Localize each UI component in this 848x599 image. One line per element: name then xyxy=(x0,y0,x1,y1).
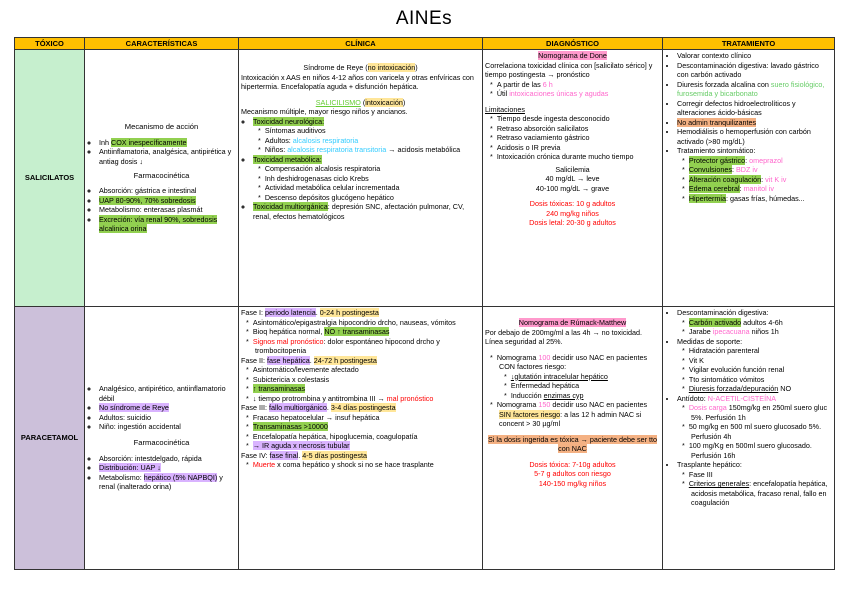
list-item: • Descontaminación digestiva: lavado gástrico con carbón activado xyxy=(677,61,832,80)
list-item: • Medidas de soporte: * Hidratación parenteral * Vit K * Vigilar evolución función renal * Tto sintomático vómitos * Diuresis forzada/depuración NO xyxy=(677,337,832,394)
list-item: • No admin tranquilizantes xyxy=(677,118,832,128)
toxicidad-list xyxy=(241,117,480,222)
list-item: * Retraso vaciamiento gástrico xyxy=(499,133,660,143)
header-toxico: TÓXICO xyxy=(15,38,85,50)
done-heading: Nomograma de Done xyxy=(538,51,607,60)
rumack-text: Por debajo de 200mg/ml a las 4h → no toxicidad. Línea seguridad al 25%. xyxy=(485,327,643,346)
list-item: * Transaminasas >10000 xyxy=(255,422,480,432)
aines-table xyxy=(14,37,835,570)
list-item: * Criterios generales: encefalopatía hepática, acidosis metabólica, fracaso renal, fallo en coagulación xyxy=(691,479,832,508)
fase-ii-list xyxy=(241,365,480,403)
list-item: ◦ Absorción: intestdelgado, rápida xyxy=(99,454,236,464)
list-item: * Adultos: alcalosis respiratoria xyxy=(267,136,480,146)
dosis-toxica-riesgo: 5-7 g adultos con riesgo xyxy=(534,469,611,478)
farmacocinetica-list xyxy=(87,186,236,234)
row-paracetamol xyxy=(15,307,835,570)
list-item: * Hidratación parenteral xyxy=(691,346,832,356)
list-item: * Jarabe ipecacuana niños 1h xyxy=(691,327,832,337)
caracteristicas-list xyxy=(87,384,236,432)
list-item: • Trasplante hepático: * Fase III * Criterios generales: encefalopatía hepática, acidosis metabólica, fracaso renal, fallo en coagulación xyxy=(677,460,832,508)
list-item: * Fase III xyxy=(691,470,832,480)
dosis-toxica-adultos: Dosis tóxicas: 10 g adultos xyxy=(529,199,616,208)
list-item: * Dosis carga 150mg/kg en 250ml suero gluc 5%. Perfusión 1h xyxy=(691,403,832,422)
reye-text: Intoxicación x AAS en niños 4-12 años con varicela y otras enfvíricas con hipertermia. Encefalopatía aguda + disfunción hepática. xyxy=(241,72,474,91)
dosis-letal: Dosis letal: 20-30 g adultos xyxy=(529,218,616,227)
list-item: * Compensación alcalosis respiratoria xyxy=(267,164,480,174)
list-item: * Carbón activado adultos 4-6h xyxy=(691,318,832,328)
rumack-heading: Nomograma de Rúmack-Matthew xyxy=(518,318,627,327)
list-item: * → IR aguda x necrosis tubular xyxy=(255,441,480,451)
salicilatos-diagnostico xyxy=(483,50,663,307)
list-item: * Encefalopatía hepática, hipoglucemia, coagulopatía xyxy=(255,432,480,442)
tratamiento-list xyxy=(665,51,832,203)
list-item: ◦ Excreción: vía renal 90%, sobredosis alcalinica orina xyxy=(99,215,236,234)
list-item: * Protector gástrico: omeprazol xyxy=(691,156,832,166)
list-item: * Alteración coagulación: vit K iv xyxy=(691,175,832,185)
list-item: * Muerte x coma hepático y shock si no se hace trasplante xyxy=(255,460,480,470)
list-item: * Útil intoxicaciones únicas y agudas xyxy=(499,89,660,99)
list-item: ◦ Toxicidad metabólica: * Compensación alcalosis respiratoria * Inh deshidrogenasas ciclo Krebs * Actividad metabólica celular incrementada * Descenso depósitos glucógeno hepático xyxy=(253,155,480,203)
header-tratamiento: TRATAMIENTO xyxy=(663,38,835,50)
mecanismo-heading: Mecanismo de acción xyxy=(124,122,199,132)
list-item: • Hemodiálisis o hemoperfusión con carbón activado (>80 mg/dL) xyxy=(677,127,832,146)
header-caracteristicas: CARACTERÍSTICAS xyxy=(85,38,239,50)
farmacocinetica-heading: Farmacocinética xyxy=(133,437,190,447)
list-item: * Actividad metabólica celular incrementada xyxy=(267,183,480,193)
list-item: * Diuresis forzada/depuración NO xyxy=(691,384,832,394)
list-item: * Fracaso hepatocelular → insuf hepática xyxy=(255,413,480,423)
list-item: ◦ Antiinflamatoria, analgésica, antipirética y antiag dosis ↓ xyxy=(99,147,236,166)
list-item: * Inducción enzimas cyp xyxy=(513,391,660,401)
list-item: ◦ Metabolismo: hepático (5% NAPBQI) y renal (inalterado orina) xyxy=(99,473,236,492)
list-item: * Enfermedad hepática xyxy=(513,381,660,391)
list-item: * Acidosis o IR previa xyxy=(499,143,660,153)
dosis-toxica-ninos: 140-150 mg/kg niños xyxy=(538,478,607,488)
list-item: * Retraso absorción salicilatos xyxy=(499,124,660,134)
mecanismo-list xyxy=(87,138,236,167)
list-item: • Descontaminación digestiva: * Carbón activado adultos 4-6h * Jarabe ipecacuana niños 1h xyxy=(677,308,832,337)
nac-note: Si la dosis ingerida es tóxica → paciente debe ser tto con NAC xyxy=(487,434,657,453)
list-item: ◦ Toxicidad neurológica: * Síntomas auditivos * Adultos: alcalosis respiratoria * Niños: alcalosis respiratoria transitoria → acidosis metabólica xyxy=(253,117,480,155)
paracetamol-diagnostico xyxy=(483,307,663,570)
list-item: ◦ Toxicidad multiorgánica: depresión SNC, afectación pulmonar, CV, renal, efectos hematológicos xyxy=(253,202,480,221)
page-title: AINEs xyxy=(395,8,453,29)
list-item: ◦ Metabolismo: enterasas plasmát xyxy=(99,205,236,215)
list-item: * Convulsiones: BDZ iv xyxy=(691,165,832,175)
limitaciones-list xyxy=(485,114,660,162)
paracetamol-tratamiento xyxy=(663,307,835,570)
fase-i: Fase I: periodo latencia. 0-24 h postingesta xyxy=(241,308,379,317)
list-item: * ↓ tiempo protrombina y antitrombina III → mal pronóstico xyxy=(255,394,480,404)
list-item: * Descenso depósitos glucógeno hepático xyxy=(267,193,480,203)
fase-ii: Fase II: fase hepática. 24-72 h postingesta xyxy=(241,355,377,365)
list-item: • Valorar contexto clínico xyxy=(677,51,832,61)
list-item: * Nomograma 100 decidir uso NAC en pacientes CON factores riesgo: * ↓glutatión intracelular hepático * Enfermedad hepática * Inducción enzimas cyp xyxy=(499,353,660,401)
salicilatos-tratamiento xyxy=(663,50,835,307)
farmacocinetica-heading: Farmacocinética xyxy=(133,171,190,180)
list-item: ◦ Analgésico, antipirético, antiinflamatorio débil xyxy=(99,384,236,403)
salicilemia-leve: 40 mg/dL → leve xyxy=(545,174,600,183)
list-item: * ↑ transaminasas xyxy=(255,384,480,394)
list-item: ◦ Adultos: suicidio xyxy=(99,413,236,423)
list-item: * Síntomas auditivos xyxy=(267,126,480,136)
list-item: * Subictericia x colestasis xyxy=(255,375,480,385)
list-item: * Bioq hepática normal, NO ↑ transaminasas xyxy=(255,327,480,337)
salicilatos-caracteristicas xyxy=(85,50,239,307)
done-list xyxy=(485,80,660,99)
list-item: • Corregir defectos hidroelectrolíticos y alteraciones ácido-básicas xyxy=(677,99,832,118)
list-item: * A partir de las 6 h xyxy=(499,80,660,90)
header-diagnostico: DIAGNÓSTICO xyxy=(483,38,663,50)
done-text: Correlaciona toxicidad clínica con [salicilato sérico] y tiempo postingesta → pronóstico xyxy=(485,60,653,79)
list-item: * Asintomático/epigastralgia hipocondrio drcho, nauseas, vómitos xyxy=(255,318,480,328)
fase-iii: Fase III: fallo multiorgánico. 3-4 días postingesta xyxy=(241,403,396,412)
limitaciones-heading: Limitaciones xyxy=(485,104,525,114)
list-item: * Tto sintomático vómitos xyxy=(691,375,832,385)
list-item: * Vigilar evolución función renal xyxy=(691,365,832,375)
list-item: ◦ No síndrome de Reye xyxy=(99,403,236,413)
list-item: ◦ Absorción: gástrica e intestinal xyxy=(99,186,236,196)
list-item: * Signos mal pronóstico: dolor espontáneo hipocond drcho y trombocitopenia xyxy=(255,337,480,356)
fase-i-list xyxy=(241,318,480,356)
tratamiento-list xyxy=(665,308,832,508)
list-item: * Tiempo desde ingesta desconocido xyxy=(499,114,660,124)
list-item: * Vit K xyxy=(691,356,832,366)
list-item: • Tratamiento sintomático: * Protector gástrico: omeprazol * Convulsiones: BDZ iv * Alteración coagulación: vit K iv * Edema cerebral: manitol iv * Hipertermia: gasas frías, húmedas... xyxy=(677,146,832,203)
list-item: * Intoxicación crónica durante mucho tiempo xyxy=(499,152,660,162)
list-item: ◦ UAP 80-90%, 70% sobredosis xyxy=(99,196,236,206)
list-item: • Diuresis forzada alcalina con suero fisiológico, furosemida y bicarbonato xyxy=(677,80,832,99)
fase-iii-list xyxy=(241,413,480,451)
salicilemia-grave: 40-100 mg/dL → grave xyxy=(535,183,610,193)
nomograma-list xyxy=(485,353,660,429)
farmacocinetica-list xyxy=(87,454,236,492)
reye-heading: Síndrome de Reye (no intoxicación) xyxy=(303,63,418,72)
dosis-toxica-ninos: 240 mg/kg niños xyxy=(546,208,599,218)
list-item: * Nomograma 150 decidir uso NAC en pacientes SIN factores riesgo: a las 12 h admin NAC si concent > 30 µg/ml xyxy=(499,400,660,429)
dosis-toxica-adultos: Dosis tóxica: 7-10g adultos xyxy=(529,459,616,469)
list-item: * ↓glutatión intracelular hepático xyxy=(513,372,660,382)
header-clinica: CLÍNICA xyxy=(239,38,483,50)
toxico-paracetamol: PARACETAMOL xyxy=(15,307,85,570)
salicilemia-heading: Salicilemia xyxy=(555,164,590,174)
list-item: * Edema cerebral: manitol iv xyxy=(691,184,832,194)
list-item: • Antídoto: N-ACETIL-CISTEÍNA * Dosis carga 150mg/kg en 250ml suero gluc 5%. Perfusión 1h * 50 mg/kg en 500 ml suero glucosado 5%. Perfusión 4h * 100 mg/Kg en 500ml suero glucosado. Perfusión 16h xyxy=(677,394,832,461)
list-item: ◦ Inh COX inespecíficamente xyxy=(99,138,236,148)
fase-iv-list xyxy=(241,460,480,470)
salicilismo-heading: SALICILISMO (intoxicación) xyxy=(315,97,406,107)
salicilismo-text: Mecanismo múltiple, mayor riesgo niños y ancianos. xyxy=(241,107,408,116)
list-item: * 50 mg/kg en 500 ml suero glucosado 5%. Perfusión 4h xyxy=(691,422,832,441)
row-salicilatos xyxy=(15,50,835,307)
list-item: * Asintomático/levemente afectado xyxy=(255,365,480,375)
fase-iv: Fase IV: fase final. 4-5 días postingesta xyxy=(241,450,368,460)
list-item: * Niños: alcalosis respiratoria transitoria → acidosis metabólica xyxy=(267,145,480,155)
paracetamol-clinica xyxy=(239,307,483,570)
list-item: * Inh deshidrogenasas ciclo Krebs xyxy=(267,174,480,184)
list-item: * Hipertermia: gasas frías, húmedas... xyxy=(691,194,832,204)
toxico-salicilatos: SALICILATOS xyxy=(15,50,85,307)
list-item: ◦ Niño: ingestión accidental xyxy=(99,422,236,432)
header-row xyxy=(15,38,835,50)
list-item: * 100 mg/Kg en 500ml suero glucosado. Perfusión 16h xyxy=(691,441,832,460)
paracetamol-caracteristicas xyxy=(85,307,239,570)
salicilatos-clinica xyxy=(239,50,483,307)
list-item: ◦ Distribución: UAP ↓ xyxy=(99,463,236,473)
